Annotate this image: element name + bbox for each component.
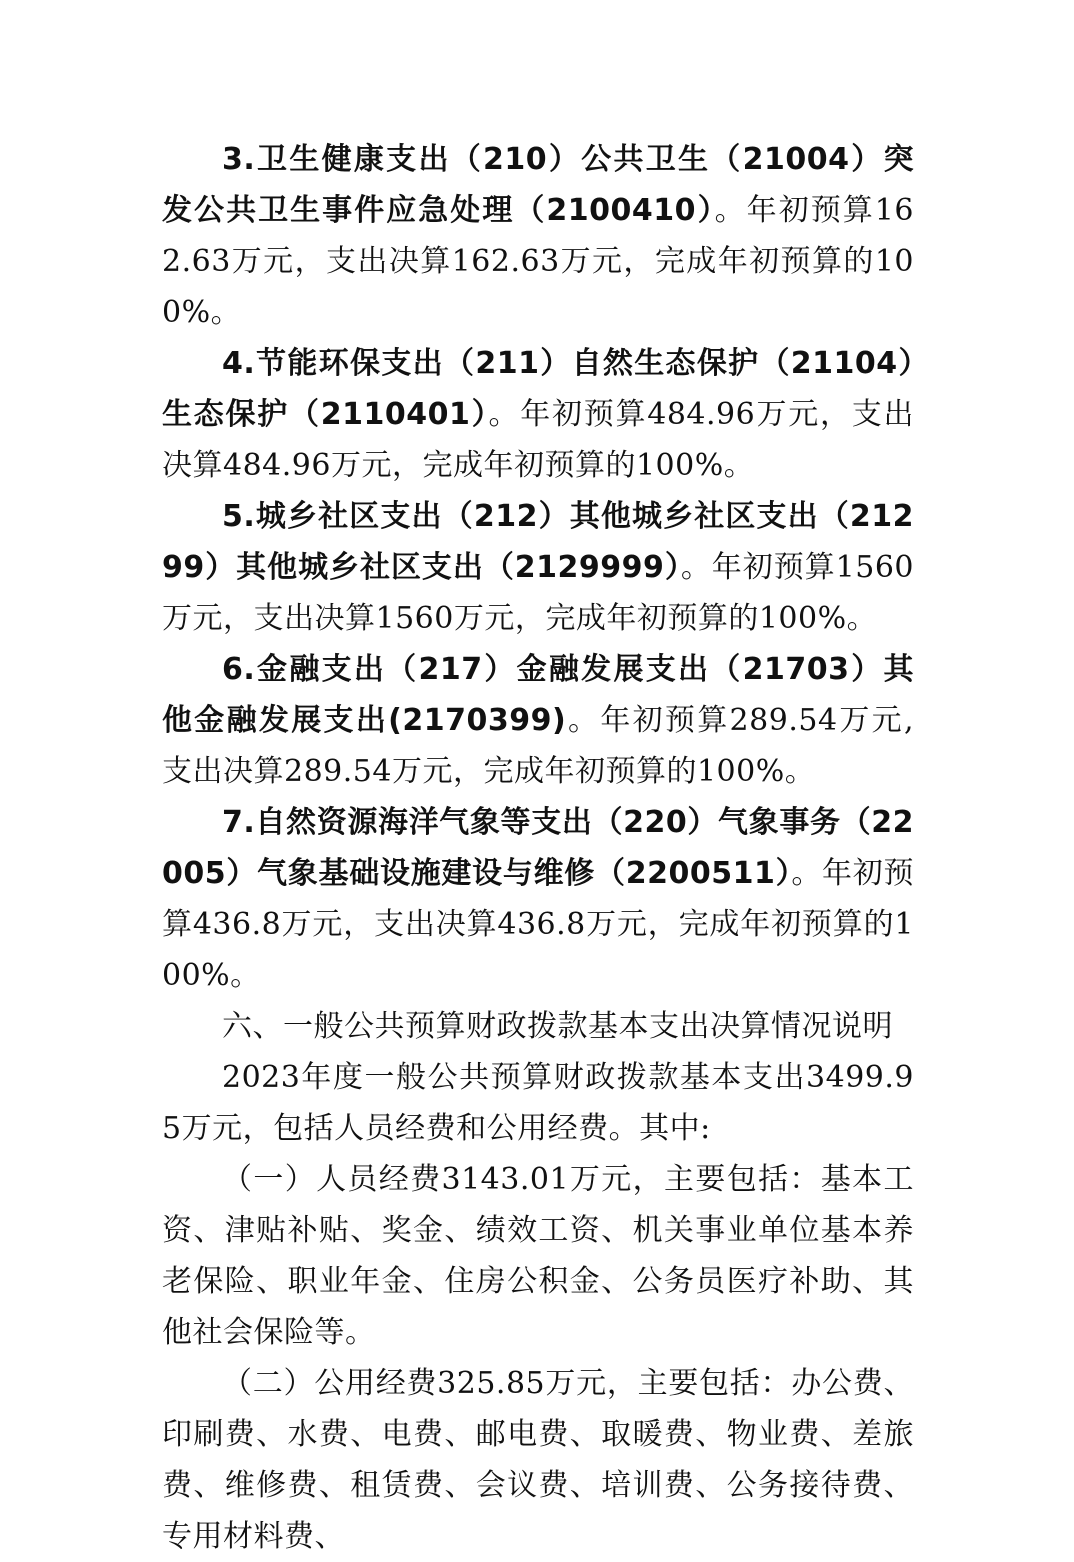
- item-urban-rural-expenditure: [162, 491, 914, 644]
- document-page: [162, 134, 914, 1562]
- summary-paragraph: 2023年度一般公共预算财政拨款基本支出3499.95万元，包括人员经费和公用经费。其中:: [162, 1060, 914, 1146]
- personnel-expenses-paragraph: （一）人员经费3143.01万元，主要包括：基本工资、津贴补贴、奖金、绩效工资、机关事业单位基本养老保险、职业年金、住房公积金、公务员医疗补助、其他社会保险等。: [162, 1162, 914, 1350]
- item-lead: 3.卫生健康支出（210）公共卫生（21004）突发公共卫生事件应急处理（2100410）: [162, 142, 914, 228]
- item-environment-expenditure: [162, 338, 914, 491]
- item-lead: 7.自然资源海洋气象等支出（220）气象事务（22005）气象基础设施建设与维修（2200511）: [162, 805, 914, 891]
- item-detail: 。年初预算289.54万元,支出决算289.54万元，完成年初预算的100%。: [162, 703, 914, 789]
- item-detail: 。年初预算436.8万元，支出决算436.8万元，完成年初预算的100%。: [162, 856, 914, 993]
- item-detail: 。年初预算484.96万元，支出决算484.96万元，完成年初预算的100%。: [162, 397, 914, 483]
- item-health-expenditure: [162, 134, 914, 338]
- item-lead: 5.城乡社区支出（212）其他城乡社区支出（21299）其他城乡社区支出（2129999）: [162, 499, 914, 585]
- item-finance-expenditure: [162, 644, 914, 797]
- item-detail: 。年初预算162.63万元，支出决算162.63万元，完成年初预算的100%。: [162, 193, 914, 330]
- public-expenses-paragraph: （二）公用经费325.85万元，主要包括：办公费、印刷费、水费、电费、邮电费、取暖费、物业费、差旅费、维修费、租赁费、会议费、培训费、公务接待费、专用材料费、: [162, 1366, 914, 1554]
- item-lead: 6.金融支出（217）金融发展支出（21703）其他金融发展支出(2170399): [162, 652, 914, 738]
- item-natural-resources-expenditure: [162, 797, 914, 1001]
- section-heading: 六、一般公共预算财政拨款基本支出决算情况说明: [222, 1009, 893, 1044]
- item-detail: 。年初预算1560万元，支出决算1560万元，完成年初预算的100%。: [162, 550, 914, 636]
- item-lead: 4.节能环保支出（211）自然生态保护（21104）生态保护（2110401）: [162, 346, 914, 432]
